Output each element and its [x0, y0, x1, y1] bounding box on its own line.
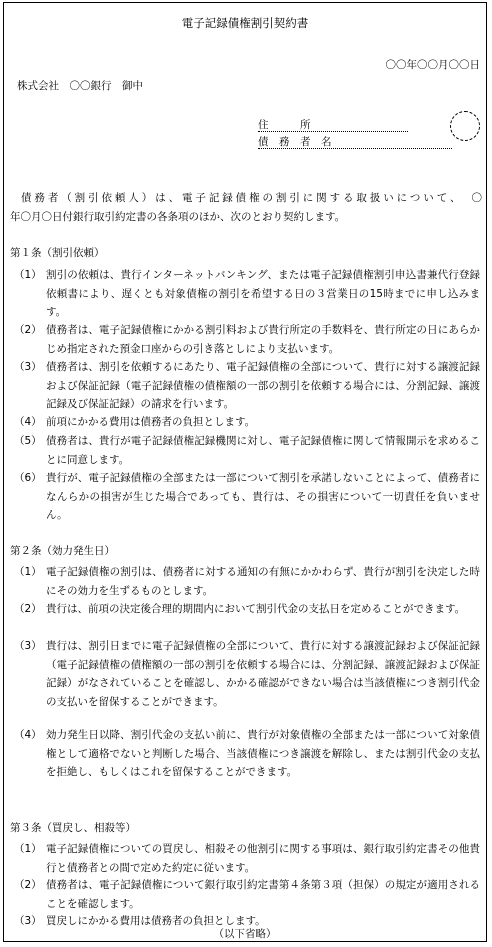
address-label: 住 所 [258, 119, 311, 131]
seal-circle-icon [450, 111, 480, 141]
article-item [14, 469, 480, 525]
item-text: 効力発生日以降、割引代金の支払い前に、貴行が対象債権の全部または一部について対象債権として適格でないと判断した場合、当該債権につき譲渡を解除し、または割引代金の支払を拒絶し、もしくはこれを留保することができます。 [46, 729, 480, 778]
item-text: 債務者は、電子記録債権について銀行取引約定書第４条第３項（担保）の規定が適用されることを確認します。 [46, 879, 480, 910]
article-item [14, 413, 480, 432]
intro-line: 債務者（割引依頼人）は、電子記録債権の割引に関する取扱いについて、 〇 [21, 192, 482, 204]
contract-document [3, 2, 487, 942]
item-number: （3） [14, 640, 42, 652]
item-number: （6） [14, 472, 42, 484]
address-line [258, 131, 408, 132]
item-text: 債務者は、割引を依頼するにあたり、電子記録債権の全部について、貴行に対する譲渡記録および保証記録（電子記録債権の債権額の一部の割引を依頼する場合には、分割記録、譲渡記録及び保証記録）の請求を行います。 [46, 361, 480, 410]
article-item [14, 876, 480, 913]
item-number: （1） [14, 269, 42, 281]
item-text: 電子記録債権についての買戻し、相殺その他割引に関する事項は、銀行取引約定書その他貴行と債務者との間で定めた約定に従います。 [46, 843, 480, 874]
item-number: （3） [14, 361, 42, 373]
item-text: 貴行は、割引日までに電子記録債権の全部について、貴行に対する譲渡記録および保証記録（電子記録債権の債権額の一部の割引を依頼する場合には、分割記録、譲渡記録および保証記録）がなされていることを確認し、かかる確認ができない場合は当該債権につき割引代金の支払いを留保することができます。 [46, 640, 480, 708]
article-item [14, 432, 480, 469]
item-text: 貴行が、電子記録債権の全部または一部について割引を承諾しないことによって、債務者になんらかの損害が生じた場合であっても、貴行は、その損害について一切責任を負いません。 [46, 472, 480, 521]
item-number: （4） [14, 729, 42, 741]
item-number: （2） [14, 879, 42, 891]
item-text: 電子記録債権の割引は、債務者に対する通知の有無にかかわらず、貴行が割引を決定した時にその効力を生ずるものとします。 [46, 566, 480, 597]
item-text: 貴行は、前項の決定後合理的期間内において割引代金の支払日を定めることができます。 [46, 603, 466, 615]
footer-omitted-note: （以下省略） [213, 928, 277, 940]
item-number: （5） [14, 435, 42, 447]
article-item [14, 358, 480, 414]
item-text: 債務者は、貴行が電子記録債権記録機関に対し、電子記録債権に関して情報開示を求めることに同意します。 [46, 435, 480, 466]
item-text: 前項にかかる費用は債務者の負担とします。 [46, 416, 256, 428]
item-number: （2） [14, 324, 42, 336]
article-heading: 第１条（割引依頼） [10, 247, 105, 259]
debtor-name-line [258, 148, 452, 149]
item-text: 債務者は、電子記録債権にかかる割引料および貴行所定の手数料を、貴行所定の日にあらかじめ指定された預金口座からの引き落としにより支払います。 [46, 324, 480, 355]
item-number: （4） [14, 416, 42, 428]
article-item [14, 563, 480, 600]
debtor-name-label: 債 務 者 名 [258, 136, 332, 148]
item-number: （1） [14, 843, 42, 855]
addressee: 株式会社 〇〇銀行 御中 [17, 80, 143, 92]
item-text: 買戻しにかかる費用は債務者の負担とします。 [46, 915, 266, 927]
article-item [14, 600, 480, 619]
article-item [14, 266, 480, 322]
article-item [14, 637, 480, 711]
intro-line: 年〇月〇日付銀行取引約定書の各条項のほか、次のとおり契約します。 [10, 211, 346, 223]
item-text: 割引の依頼は、貴行インターネットバンキング、または電子記録債権割引申込書兼代行登録依頼書により、遅くとも対象債権の割引を希望する日の３営業日の15時までに申し込みます。 [46, 269, 480, 318]
article-item [14, 726, 480, 782]
item-number: （3） [14, 915, 42, 927]
intro-paragraph [10, 189, 482, 227]
article-heading: 第３条（買戻し、相殺等） [10, 822, 136, 834]
article-item [14, 840, 480, 877]
document-title: 電子記録債権割引契約書 [181, 16, 309, 30]
article-item [14, 321, 480, 358]
item-number: （1） [14, 566, 42, 578]
contract-date: 〇〇年〇〇月〇〇日 [385, 59, 480, 71]
item-number: （2） [14, 603, 42, 615]
article-heading: 第２条（効力発生日） [10, 545, 115, 557]
